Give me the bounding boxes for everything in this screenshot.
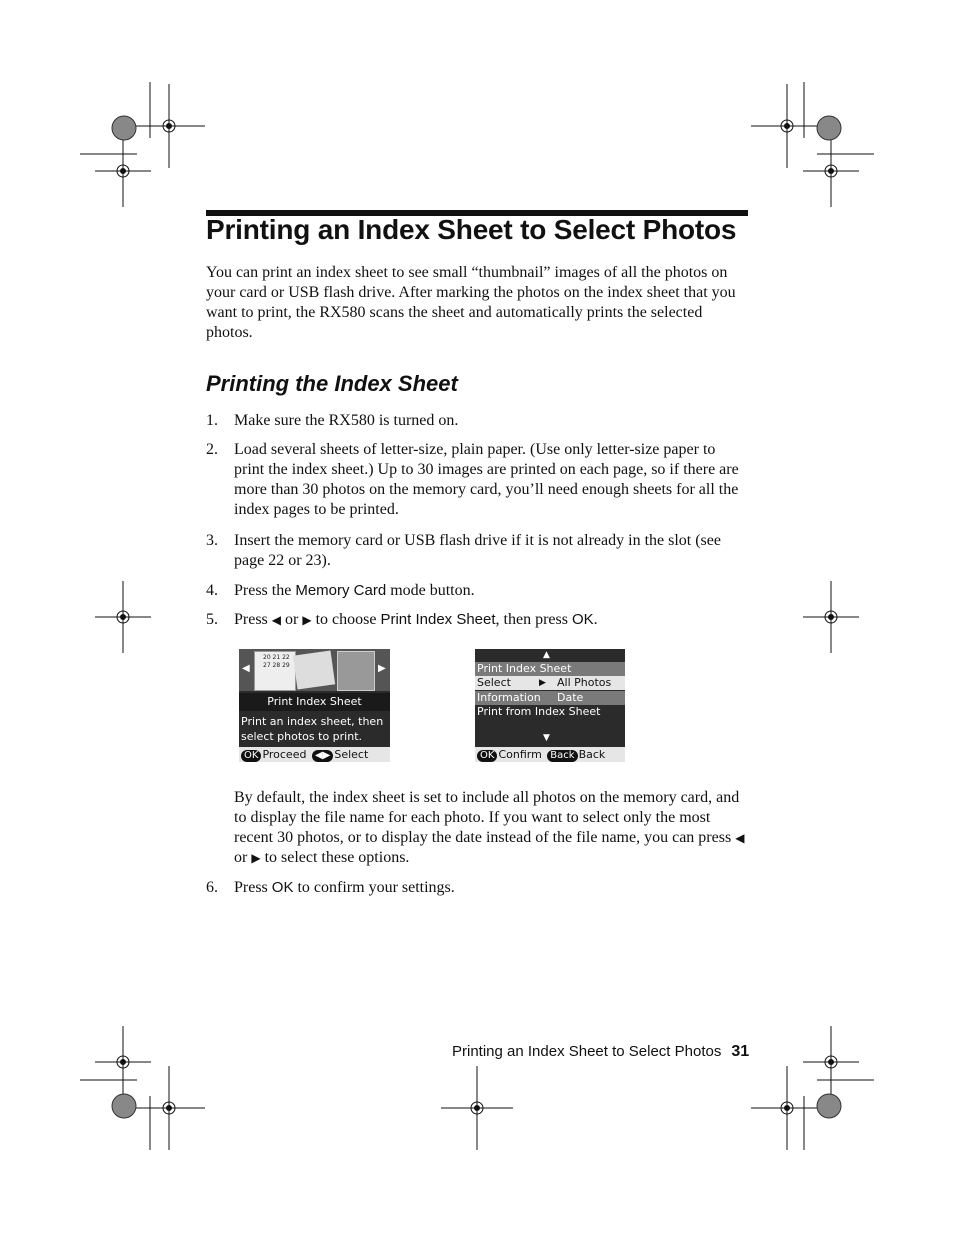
- ok-button-icon: OK: [477, 750, 497, 762]
- ok-button-icon: OK: [241, 750, 261, 762]
- footer-title: Printing an Index Sheet to Select Photos: [452, 1043, 722, 1060]
- right-arrow-icon: ▶: [251, 851, 261, 865]
- registration-mark: [167, 1106, 172, 1111]
- memory-card-button-label: Memory Card: [295, 582, 387, 599]
- lcd-screen-settings: [475, 649, 625, 762]
- registration-mark: [785, 124, 790, 129]
- right-arrow-icon: ▶: [378, 663, 386, 674]
- color-target-mark: [817, 1094, 841, 1118]
- color-target-mark: [112, 116, 136, 140]
- right-arrow-icon: ▶: [539, 678, 546, 688]
- options-paragraph: By default, the index sheet is set to include all photos on the memory card, and to display the file name for each photo. If you want to select only the most recent 30 photos, or to display the date instead of the file name, you can press ◀ or ▶ to select these options.: [234, 789, 745, 866]
- photo-stack-icon: [293, 651, 335, 690]
- left-right-arrows-icon: ◀▶: [312, 750, 333, 762]
- intro-paragraph: You can print an index sheet to see small “thumbnail” images of all the photos on your card or USB flash drive. After marking the photos on the index sheet that you want to print, the RX580 scans the sheet and automatically prints the selected photos.: [206, 264, 736, 341]
- page-number: 31: [731, 1043, 750, 1060]
- section-title: Printing the Index Sheet: [206, 371, 458, 396]
- right-arrow-icon: ▶: [302, 613, 312, 627]
- settings-row-print-from-index[interactable]: Print from Index Sheet: [477, 705, 601, 718]
- registration-mark: [167, 124, 172, 129]
- down-arrow-icon: ▼: [543, 733, 550, 743]
- registration-mark: [829, 615, 834, 620]
- photo-thumbnail: [337, 651, 375, 691]
- left-arrow-icon: ◀: [271, 613, 282, 627]
- registration-mark: [121, 1060, 126, 1065]
- settings-row-title: Print Index Sheet: [475, 662, 625, 676]
- registration-mark: [121, 169, 126, 174]
- left-arrow-icon: ◀: [735, 831, 745, 845]
- registration-mark: [829, 1060, 834, 1065]
- registration-mark: [829, 169, 834, 174]
- page-footer: [452, 1043, 749, 1061]
- left-arrow-icon: ◀: [242, 663, 250, 674]
- lcd-screen-menu: [239, 649, 390, 762]
- up-arrow-icon: ▲: [543, 650, 550, 660]
- registration-mark: [121, 615, 126, 620]
- page-title: Printing an Index Sheet to Select Photos: [206, 214, 737, 245]
- menu-label: Print Index Sheet: [239, 693, 390, 711]
- settings-row-information[interactable]: Information Date: [475, 691, 625, 705]
- back-button-icon: Back: [547, 750, 577, 762]
- lcd-status-bar: OK Proceed ◀▶ Select: [239, 747, 390, 762]
- lcd-status-bar: OK Confirm Back Back: [475, 747, 625, 762]
- index-sheet-thumbnail: 20 21 22 27 28 29: [254, 651, 296, 691]
- menu-description: Print an index sheet, then select photos to print.: [241, 715, 384, 743]
- color-target-mark: [817, 116, 841, 140]
- color-target-mark: [112, 1094, 136, 1118]
- registration-mark: [475, 1106, 480, 1111]
- settings-row-select[interactable]: Select ▶ All Photos: [475, 676, 625, 690]
- registration-mark: [785, 1106, 790, 1111]
